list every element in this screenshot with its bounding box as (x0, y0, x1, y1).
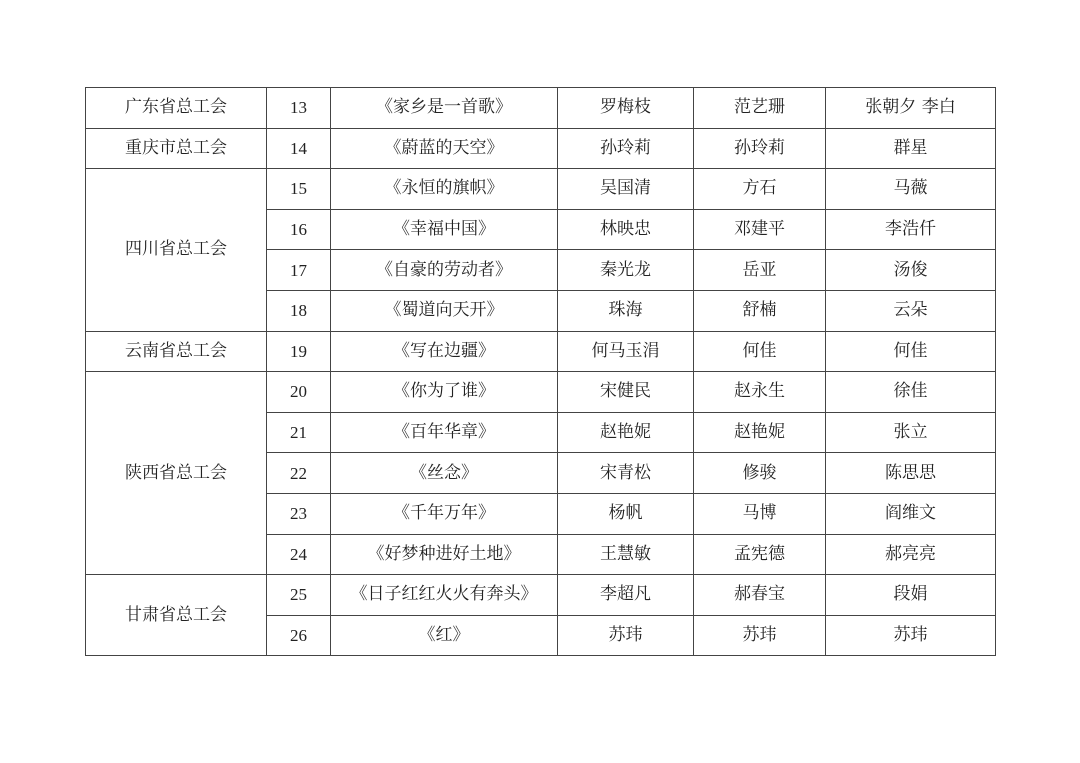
number-cell: 23 (267, 493, 331, 534)
title-cell: 《写在边疆》 (331, 331, 558, 372)
table-row (86, 169, 996, 210)
title-cell: 《日子红红火火有奔头》 (331, 575, 558, 616)
name-cell-col4: 邓建平 (694, 209, 826, 250)
name-cell-col3: 宋青松 (558, 453, 694, 494)
name-cell-col5: 徐佳 (826, 372, 996, 413)
title-cell: 《永恒的旗帜》 (331, 169, 558, 210)
name-cell-col3: 赵艳妮 (558, 412, 694, 453)
name-cell-col4: 范艺珊 (694, 88, 826, 129)
org-cell: 甘肃省总工会 (86, 575, 267, 656)
number-cell: 24 (267, 534, 331, 575)
title-cell: 《好梦种进好土地》 (331, 534, 558, 575)
title-cell: 《你为了谁》 (331, 372, 558, 413)
name-cell-col4: 岳亚 (694, 250, 826, 291)
title-cell: 《自豪的劳动者》 (331, 250, 558, 291)
title-cell: 《丝念》 (331, 453, 558, 494)
name-cell-col5: 李浩仟 (826, 209, 996, 250)
name-cell-col5: 群星 (826, 128, 996, 169)
number-cell: 18 (267, 290, 331, 331)
name-cell-col3: 罗梅枝 (558, 88, 694, 129)
entries-table (85, 87, 996, 656)
name-cell-col4: 赵艳妮 (694, 412, 826, 453)
org-cell: 广东省总工会 (86, 88, 267, 129)
number-cell: 13 (267, 88, 331, 129)
name-cell-col3: 孙玲莉 (558, 128, 694, 169)
name-cell-col5: 马薇 (826, 169, 996, 210)
name-cell-col4: 方石 (694, 169, 826, 210)
name-cell-col5: 云朵 (826, 290, 996, 331)
name-cell-col4: 马博 (694, 493, 826, 534)
number-cell: 17 (267, 250, 331, 291)
name-cell-col4: 何佳 (694, 331, 826, 372)
table-row (86, 128, 996, 169)
name-cell-col3: 珠海 (558, 290, 694, 331)
number-cell: 15 (267, 169, 331, 210)
title-cell: 《蔚蓝的天空》 (331, 128, 558, 169)
name-cell-col4: 修骏 (694, 453, 826, 494)
name-cell-col5: 何佳 (826, 331, 996, 372)
number-cell: 14 (267, 128, 331, 169)
title-cell: 《幸福中国》 (331, 209, 558, 250)
name-cell-col3: 秦光龙 (558, 250, 694, 291)
title-cell: 《百年华章》 (331, 412, 558, 453)
org-cell: 四川省总工会 (86, 169, 267, 331)
number-cell: 20 (267, 372, 331, 413)
name-cell-col5: 陈思思 (826, 453, 996, 494)
number-cell: 21 (267, 412, 331, 453)
name-cell-col5: 汤俊 (826, 250, 996, 291)
org-cell: 重庆市总工会 (86, 128, 267, 169)
name-cell-col5: 张朝夕 李白 (826, 88, 996, 129)
name-cell-col4: 苏玮 (694, 615, 826, 656)
name-cell-col3: 吴国清 (558, 169, 694, 210)
title-cell: 《红》 (331, 615, 558, 656)
name-cell-col4: 孟宪德 (694, 534, 826, 575)
table-row (86, 331, 996, 372)
number-cell: 16 (267, 209, 331, 250)
name-cell-col4: 孙玲莉 (694, 128, 826, 169)
name-cell-col3: 宋健民 (558, 372, 694, 413)
name-cell-col5: 郝亮亮 (826, 534, 996, 575)
name-cell-col3: 林映忠 (558, 209, 694, 250)
name-cell-col3: 苏玮 (558, 615, 694, 656)
table-row (86, 88, 996, 129)
name-cell-col5: 苏玮 (826, 615, 996, 656)
number-cell: 25 (267, 575, 331, 616)
title-cell: 《蜀道向天开》 (331, 290, 558, 331)
org-cell: 云南省总工会 (86, 331, 267, 372)
name-cell-col5: 阎维文 (826, 493, 996, 534)
number-cell: 22 (267, 453, 331, 494)
table-row (86, 372, 996, 413)
name-cell-col5: 段娟 (826, 575, 996, 616)
name-cell-col3: 王慧敏 (558, 534, 694, 575)
name-cell-col5: 张立 (826, 412, 996, 453)
name-cell-col4: 郝春宝 (694, 575, 826, 616)
name-cell-col4: 赵永生 (694, 372, 826, 413)
table-row (86, 575, 996, 616)
title-cell: 《千年万年》 (331, 493, 558, 534)
number-cell: 19 (267, 331, 331, 372)
org-cell: 陕西省总工会 (86, 372, 267, 575)
name-cell-col3: 李超凡 (558, 575, 694, 616)
title-cell: 《家乡是一首歌》 (331, 88, 558, 129)
number-cell: 26 (267, 615, 331, 656)
name-cell-col3: 何马玉涓 (558, 331, 694, 372)
name-cell-col4: 舒楠 (694, 290, 826, 331)
name-cell-col3: 杨帆 (558, 493, 694, 534)
